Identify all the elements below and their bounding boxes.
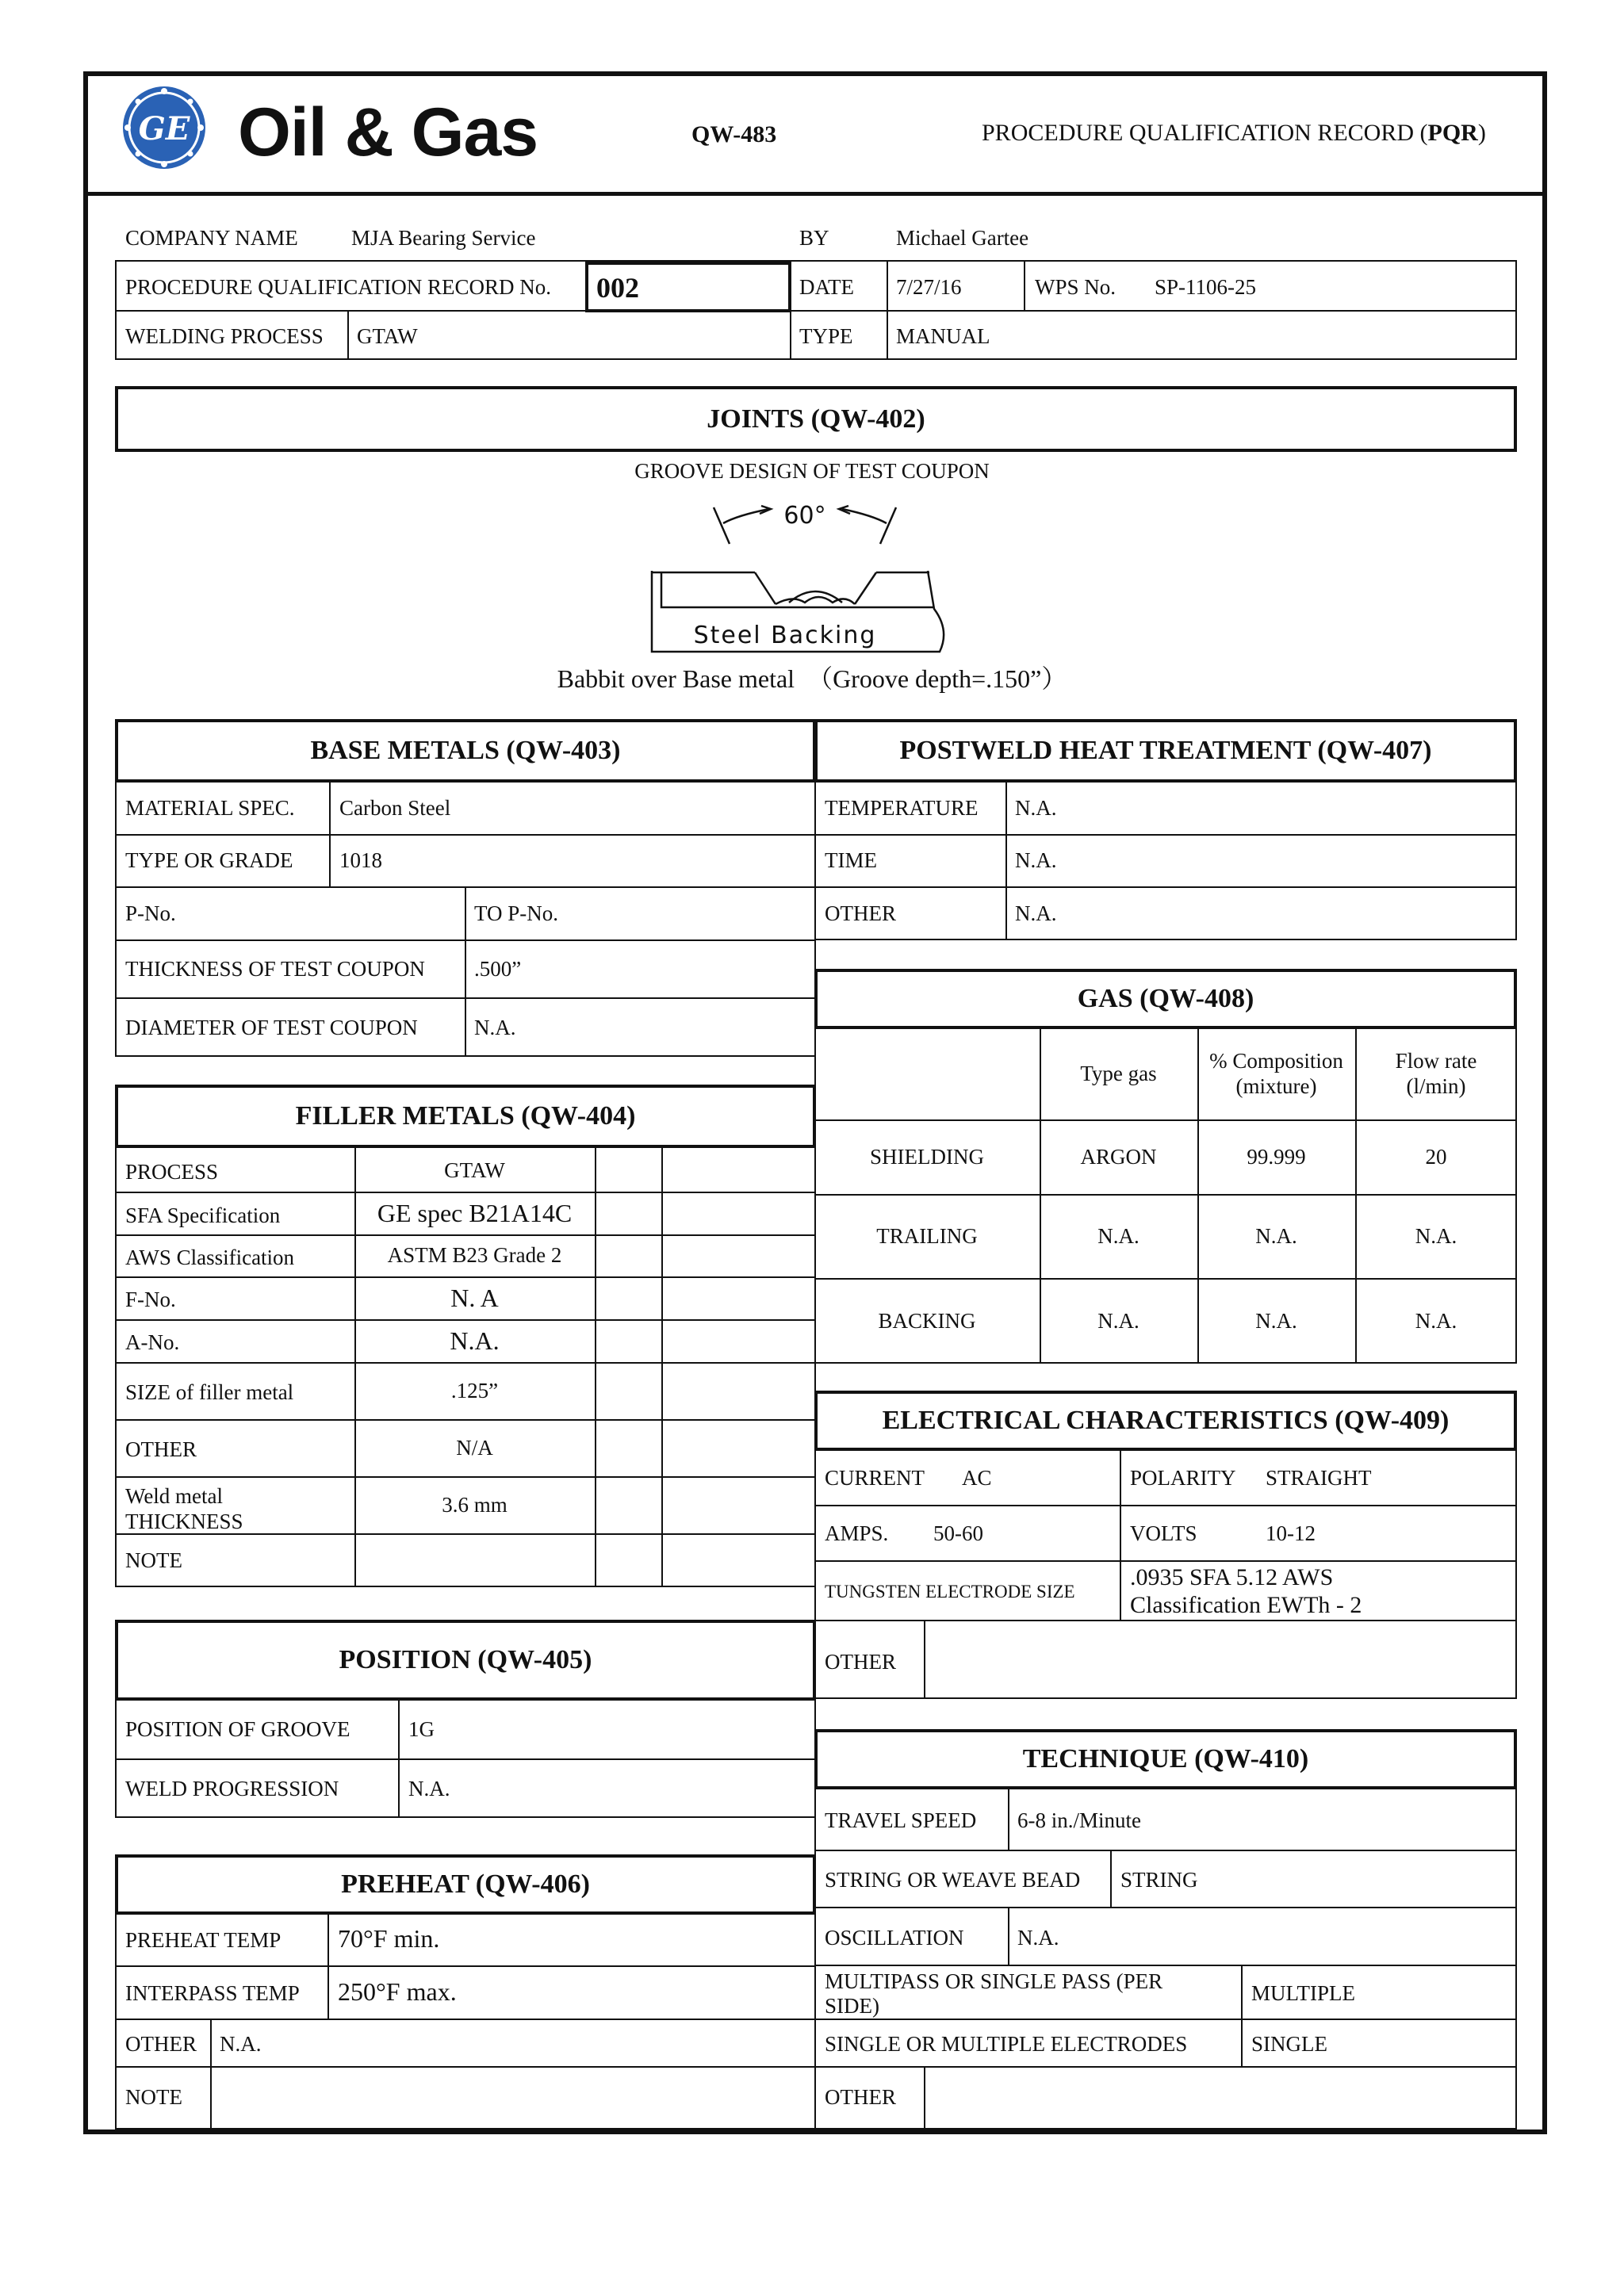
multipass-value: MULTIPLE [1251, 1981, 1356, 2005]
thickness-value: .500” [474, 957, 522, 981]
base-metals-header: BASE METALS (QW-403) [115, 719, 816, 783]
type-grade-label: TYPE OR GRADE [125, 848, 293, 872]
filler-process-value: GTAW [444, 1158, 505, 1183]
svg-text:GE: GE [138, 110, 190, 147]
material-spec-label: MATERIAL SPEC. [125, 796, 295, 820]
groove-design-subtitle: GROOVE DESIGN OF TEST COUPON [634, 459, 990, 483]
electrodes-value: SINGLE [1251, 2032, 1327, 2056]
welding-process-label: WELDING PROCESS [125, 324, 324, 348]
tungsten-value: .0935 SFA 5.12 AWS Classification EWTh - 2 [1130, 1564, 1362, 1618]
company-label: COMPANY NAME [125, 226, 298, 250]
a-no-value: N.A. [450, 1326, 500, 1355]
brand-title: Oil & Gas [238, 94, 538, 170]
position-header: POSITION (QW-405) [115, 1620, 816, 1701]
multipass-label: MULTIPASS OR SINGLE PASS (PER SIDE) [825, 1969, 1163, 2019]
company-value: MJA Bearing Service [351, 226, 536, 250]
a-no-label: A-No. [125, 1330, 180, 1354]
gas-col-flow: Flow rate (l/min) [1395, 1048, 1477, 1098]
pwht-header: POSTWELD HEAT TREATMENT (QW-407) [814, 719, 1517, 783]
temperature-label: TEMPERATURE [825, 796, 979, 820]
gas-row-composition: N.A. [1255, 1223, 1297, 1248]
by-value: Michael Gartee [896, 226, 1029, 250]
ge-logo-icon [121, 84, 208, 171]
preheat-other-value: N.A. [220, 2032, 262, 2056]
wps-value: SP-1106-25 [1155, 275, 1257, 299]
type-label: TYPE [799, 324, 853, 348]
weld-thickness-label: Weld metal THICKNESS [125, 1484, 243, 1534]
amps-label: AMPS. [825, 1521, 889, 1545]
gas-row-composition: N.A. [1255, 1308, 1297, 1333]
aws-value: ASTM B23 Grade 2 [387, 1243, 562, 1268]
diameter-label: DIAMETER OF TEST COUPON [125, 1016, 418, 1039]
filler-process-label: PROCESS [125, 1160, 219, 1184]
filler-other-label: OTHER [125, 1437, 197, 1461]
weld-progression-label: WELD PROGRESSION [125, 1777, 339, 1800]
thickness-label: THICKNESS OF TEST COUPON [125, 957, 425, 981]
travel-speed-label: TRAVEL SPEED [825, 1808, 977, 1832]
by-label: BY [799, 226, 829, 250]
electrical-header: ELECTRICAL CHARACTERISTICS (QW-409) [814, 1391, 1517, 1451]
wps-label: WPS No. [1035, 275, 1116, 299]
tungsten-label: TUNGSTEN ELECTRODE SIZE [825, 1582, 1075, 1601]
sfa-value: GE spec B21A14C [377, 1198, 573, 1227]
aws-label: AWS Classification [125, 1246, 295, 1269]
polarity-label: POLARITY [1130, 1466, 1236, 1490]
weld-progression-value: N.A. [408, 1777, 450, 1800]
f-no-value: N. A [450, 1283, 499, 1312]
interpass-temp-label: INTERPASS TEMP [125, 1981, 300, 2005]
preheat-other-label: OTHER [125, 2032, 197, 2056]
date-label: DATE [799, 275, 854, 299]
electrodes-label: SINGLE OR MULTIPLE ELECTRODES [825, 2032, 1188, 2056]
oscillation-label: OSCILLATION [825, 1926, 964, 1950]
gas-row-flow: 20 [1425, 1144, 1447, 1169]
technique-other-label: OTHER [825, 2085, 896, 2109]
oscillation-value: N.A. [1017, 1926, 1059, 1950]
position-groove-label: POSITION OF GROOVE [125, 1717, 350, 1741]
technique-table [814, 1788, 1517, 2130]
gas-row-label: TRAILING [876, 1223, 978, 1248]
gas-row-type: N.A. [1097, 1308, 1139, 1333]
gas-col-composition: % Composition (mixture) [1209, 1048, 1343, 1098]
time-label: TIME [825, 848, 877, 872]
current-value: AC [962, 1466, 992, 1490]
to-p-no-label: TO P-No. [474, 901, 559, 925]
technique-header: TECHNIQUE (QW-410) [814, 1729, 1517, 1789]
position-groove-value: 1G [408, 1717, 435, 1741]
preheat-temp-value: 70°F min. [338, 1924, 440, 1953]
filler-size-value: .125” [450, 1378, 499, 1402]
electrical-other-label: OTHER [825, 1650, 896, 1674]
gas-row-flow: N.A. [1415, 1223, 1457, 1248]
diameter-value: N.A. [474, 1016, 516, 1039]
interpass-temp-value: 250°F max. [338, 1977, 457, 2006]
gas-row-flow: N.A. [1415, 1308, 1457, 1333]
volts-label: VOLTS [1130, 1521, 1197, 1545]
ge-logo [121, 84, 208, 171]
f-no-label: F-No. [125, 1288, 176, 1311]
filler-note-label: NOTE [125, 1548, 182, 1572]
svg-text:60°: 60° [783, 502, 826, 530]
preheat-temp-label: PREHEAT TEMP [125, 1928, 282, 1952]
svg-text:Steel Backing: Steel Backing [693, 622, 877, 649]
pqr-no-value: 002 [596, 272, 639, 304]
filler-metals-header: FILLER METALS (QW-404) [115, 1085, 816, 1148]
gas-row-type: ARGON [1080, 1144, 1157, 1169]
gas-row-type: N.A. [1097, 1223, 1139, 1248]
gas-header: GAS (QW-408) [814, 969, 1517, 1029]
pwht-other-label: OTHER [825, 901, 896, 925]
time-value: N.A. [1015, 848, 1057, 872]
groove-caption: Babbit over Base metal （Groove depth=.150”） [557, 664, 1067, 693]
bead-label: STRING OR WEAVE BEAD [825, 1868, 1081, 1892]
type-value: MANUAL [896, 324, 990, 348]
amps-value: 50-60 [933, 1521, 983, 1545]
filler-size-label: SIZE of filler metal [125, 1380, 294, 1404]
weld-thickness-value: 3.6 mm [442, 1492, 508, 1517]
filler-other-value: N/A [456, 1435, 493, 1460]
p-no-label: P-No. [125, 901, 176, 925]
record-title: PROCEDURE QUALIFICATION RECORD (PQR) [982, 120, 1486, 146]
sfa-label: SFA Specification [125, 1203, 281, 1227]
gas-col-type: Type gas [1080, 1061, 1157, 1085]
temperature-value: N.A. [1015, 796, 1057, 820]
gas-row-composition: 99.999 [1247, 1144, 1306, 1169]
pqr-no-label: PROCEDURE QUALIFICATION RECORD No. [125, 275, 552, 299]
pwht-other-value: N.A. [1015, 901, 1057, 925]
preheat-header: PREHEAT (QW-406) [115, 1854, 816, 1915]
header-divider [83, 192, 1547, 196]
volts-value: 10-12 [1266, 1521, 1316, 1545]
form-code: QW-483 [691, 121, 777, 147]
preheat-note-label: NOTE [125, 2085, 182, 2109]
polarity-value: STRAIGHT [1266, 1466, 1372, 1490]
welding-process-value: GTAW [357, 324, 418, 348]
type-grade-value: 1018 [339, 848, 382, 872]
gas-row-label: BACKING [878, 1308, 976, 1333]
gas-row-label: SHIELDING [870, 1144, 984, 1169]
joints-header: JOINTS (QW-402) [115, 386, 1517, 452]
current-label: CURRENT [825, 1466, 925, 1490]
groove-diagram [634, 492, 952, 658]
date-value: 7/27/16 [896, 275, 962, 299]
material-spec-value: Carbon Steel [339, 796, 451, 820]
travel-speed-value: 6-8 in./Minute [1017, 1808, 1141, 1832]
bead-value: STRING [1120, 1868, 1198, 1892]
